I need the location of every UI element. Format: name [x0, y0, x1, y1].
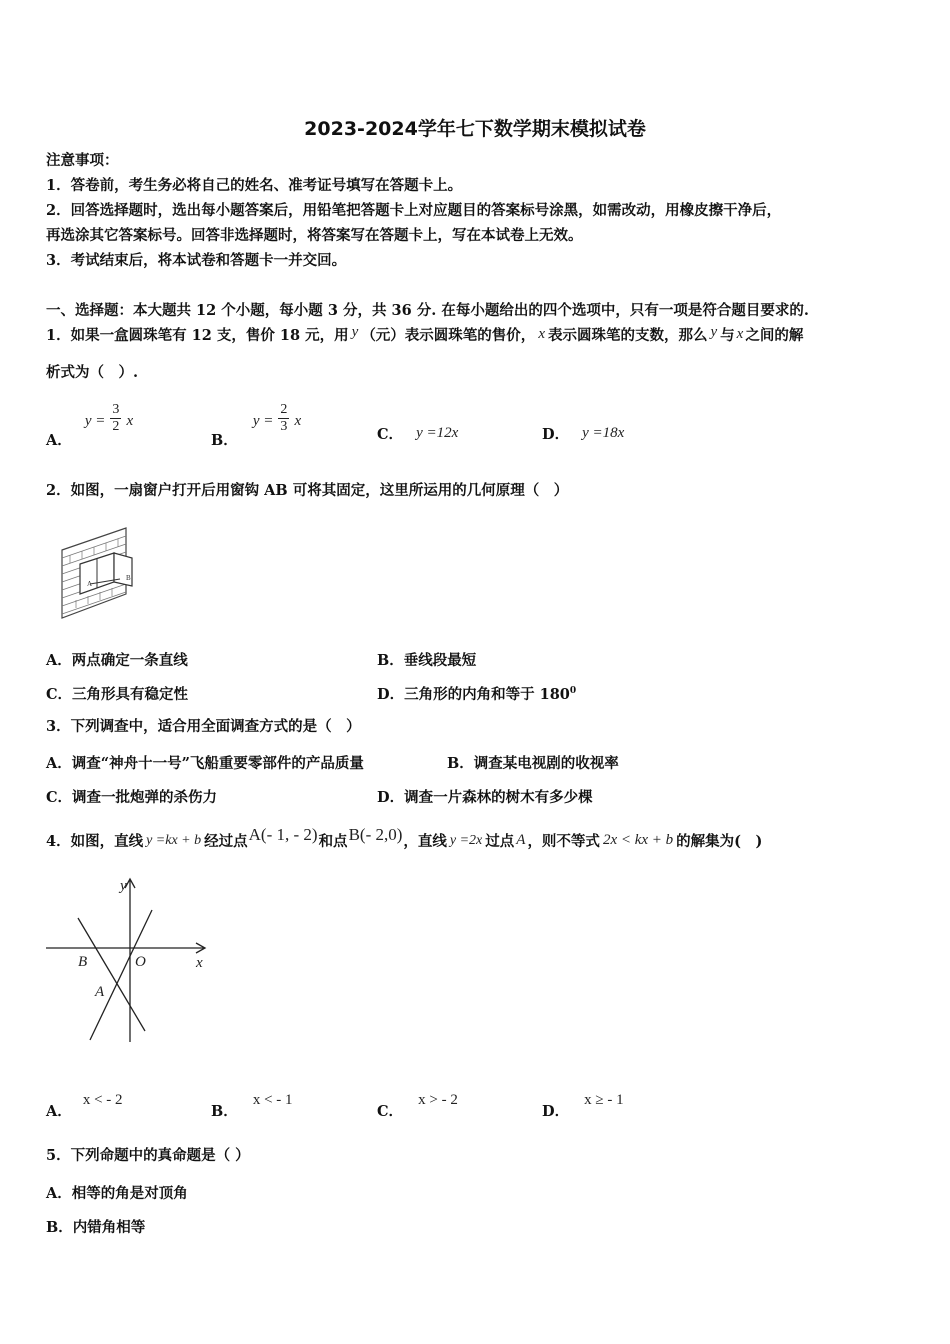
- q3-option-c[interactable]: C．调查一批炮弹的杀伤力: [46, 789, 218, 806]
- q5-option-a[interactable]: A．相等的角是对顶角: [46, 1185, 188, 1202]
- degree-superscript: 0: [569, 686, 577, 697]
- option-label: D．: [542, 1103, 570, 1120]
- q4-text: ，直线: [403, 833, 447, 850]
- q4-text: 经过点: [204, 833, 248, 850]
- q4-expr: 2x < kx + b: [602, 832, 674, 848]
- notice-item: 3．考试结束后，将本试卷和答题卡一并交回。: [46, 252, 347, 269]
- q4-expr: A(- 1, - 2): [248, 825, 318, 844]
- q1-var: x: [736, 326, 744, 342]
- q2-option-d[interactable]: [377, 683, 576, 704]
- q2-option-a[interactable]: A．两点确定一条直线: [46, 652, 188, 669]
- line-y-kx-b: [78, 918, 145, 1031]
- x-axis-label: x: [196, 955, 203, 971]
- option-expr: x ≥ - 1: [584, 1092, 624, 1108]
- q4-text: 4．如图，直线: [46, 833, 144, 850]
- q1-var: y: [351, 324, 359, 340]
- section-heading: 一、选择题：本大题共 12 个小题，每小题 3 分，共 36 分. 在每小题给出的四个选项中，只有一项是符合题目要求的.: [46, 302, 809, 319]
- q1-text: 1．如果一盒圆珠笔有 12 支，售价 18 元，用: [46, 327, 349, 344]
- q4-option-d[interactable]: [542, 1092, 624, 1121]
- q1-text: 与: [720, 327, 735, 344]
- y-axis-label: y: [120, 878, 127, 894]
- fraction-numerator: 2: [280, 402, 288, 417]
- q4-expr: y =2x: [449, 833, 483, 848]
- question-4-stem: [46, 825, 763, 853]
- q4-option-a[interactable]: [46, 1092, 123, 1121]
- q4-option-b[interactable]: [211, 1092, 293, 1121]
- option-expr: y =12x: [416, 425, 459, 441]
- option-expr: x > - 2: [418, 1092, 458, 1108]
- question-1-stem: [46, 326, 803, 346]
- option-expr: y =18x: [582, 425, 625, 441]
- q3-option-b[interactable]: B．调查某电视剧的收视率: [447, 755, 619, 772]
- page-title: 2023-2024学年七下数学期末模拟试卷: [304, 118, 646, 140]
- q4-option-c[interactable]: [377, 1092, 458, 1121]
- line-y-2x: [90, 910, 152, 1040]
- notice-item: 1．答卷前，考生务必将自己的姓名、准考证号填写在答题卡上。: [46, 177, 463, 194]
- q2-option-c[interactable]: C．三角形具有稳定性: [46, 686, 189, 703]
- fraction-numerator: 3: [112, 402, 120, 417]
- option-expr: y =: [252, 412, 274, 429]
- figure-label-a: A: [87, 580, 93, 588]
- option-var: x: [126, 412, 134, 429]
- option-text: D．三角形的内角和等于 180: [377, 686, 570, 703]
- q4-expr: B(- 2,0): [348, 825, 403, 844]
- q3-option-d[interactable]: D．调查一片森林的树木有多少棵: [377, 789, 593, 806]
- option-label: A．: [46, 431, 72, 449]
- option-expr: x < - 2: [82, 1092, 123, 1108]
- fraction-denominator: 2: [112, 419, 120, 434]
- option-label: C．: [377, 426, 404, 443]
- window-figure: [58, 524, 140, 622]
- fraction: [278, 402, 289, 435]
- question-3-stem: 3．下列调查中，适合用全面调查方式的是（ ）: [46, 718, 361, 735]
- q1-option-b[interactable]: [211, 398, 302, 449]
- q4-text: ，则不等式: [527, 833, 600, 850]
- q4-text: 的解集为( ): [676, 833, 763, 850]
- notice-item: 再选涂其它答案标号。回答非选择题时，将答案写在答题卡上，写在本试卷上无效。: [46, 227, 583, 244]
- notice-item: 2．回答选择题时，选出每小题答案后，用铅笔把答题卡上对应题目的答案标号涂黑，如需改动，用橡皮擦干净后，: [46, 202, 782, 219]
- figure-label-b: B: [126, 574, 131, 582]
- option-expr: x < - 1: [252, 1092, 293, 1108]
- q1-var: x: [538, 326, 545, 342]
- q1-text: 之间的解: [745, 327, 804, 344]
- notice-heading: 注意事项：: [46, 152, 119, 169]
- q1-var: y: [710, 324, 718, 340]
- point-a-label: A: [95, 984, 105, 1000]
- question-2-stem: 2．如图，一扇窗户打开后用窗钩 AB 可将其固定，这里所运用的几何原理（ ）: [46, 482, 569, 499]
- option-label: D．: [542, 426, 570, 443]
- q1-option-d[interactable]: [542, 423, 624, 444]
- origin-label: O: [135, 954, 146, 970]
- q4-expr: y =kx + b: [146, 833, 202, 848]
- q1-text: （元）表示圆珠笔的售价，: [361, 327, 536, 344]
- q1-option-c[interactable]: [377, 423, 458, 444]
- q5-option-b[interactable]: B．内错角相等: [46, 1219, 146, 1236]
- coordinate-graph: [44, 874, 212, 1046]
- option-label: B．: [211, 431, 238, 449]
- q4-text: 过点: [485, 833, 515, 850]
- option-expr: y =: [84, 412, 106, 429]
- option-label: A．: [46, 1103, 72, 1120]
- option-label: B．: [211, 1103, 238, 1120]
- q4-expr: A: [516, 832, 526, 848]
- q2-option-b[interactable]: B．垂线段最短: [377, 652, 477, 669]
- q1-text: 表示圆珠笔的支数，那么: [547, 327, 708, 344]
- question-5-stem: 5．下列命题中的真命题是（ ）: [46, 1147, 250, 1164]
- question-1-stem-line2: 析式为（ ）.: [46, 364, 139, 381]
- q4-text: 和点: [318, 833, 348, 850]
- option-label: C．: [377, 1103, 404, 1120]
- q1-option-a[interactable]: [46, 398, 134, 449]
- fraction: [110, 402, 121, 435]
- point-b-label: B: [78, 954, 88, 970]
- option-var: x: [294, 412, 302, 429]
- q3-option-a[interactable]: A．调查“神舟十一号”飞船重要零部件的产品质量: [46, 755, 364, 772]
- fraction-denominator: 3: [280, 419, 288, 434]
